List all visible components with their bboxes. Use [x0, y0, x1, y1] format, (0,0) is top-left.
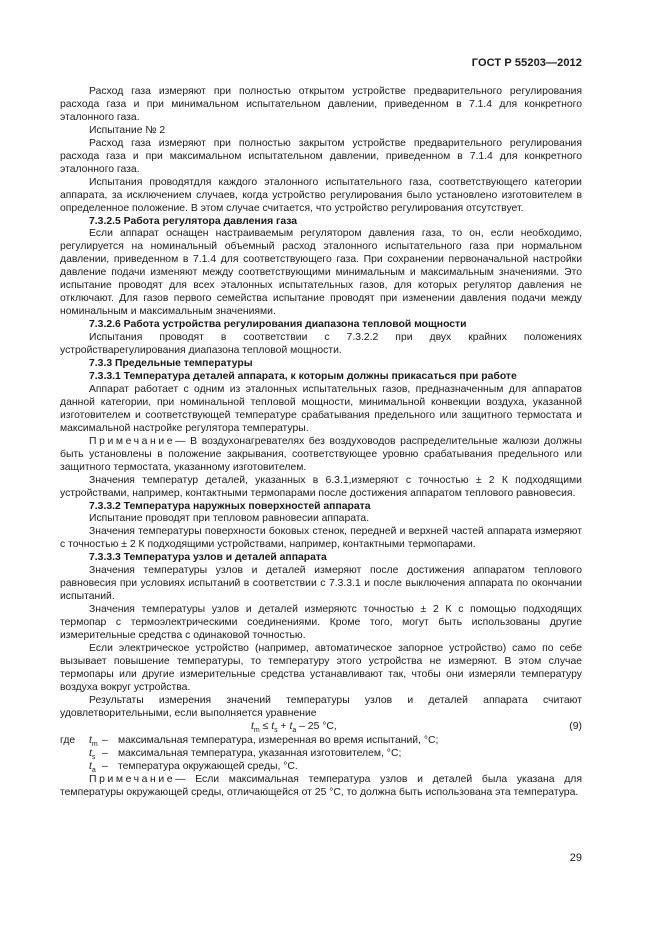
section-heading: 7.3.3.2 Температура наружных поверхностей аппарата: [89, 500, 371, 512]
section-heading: 7.3.3 Предельные температуры: [89, 358, 253, 370]
equation-number: (9): [569, 720, 582, 732]
paragraph: Если электрическое устройство (например, автоматическое запорное устройство) само по себе вызывает повышение температуры, то температуру этого устройства не измеряют. В этом случае термопары или другие измерительные средства устанавливают так, чтобы они измеряли температуру воздуха вокруг устройства.: [60, 642, 582, 693]
where-item: $t_a$ – температура окружающей среды, °С.: [89, 760, 298, 774]
paragraph: Расход газа измеряют при полностью закрытом устройстве предварительного регулирования расхода газа и при максимальном испытательном давлении, приведенном в 7.1.4 для конкретного эталонного газа.: [60, 137, 582, 175]
paragraph: Испытание проводят при тепловом равновесии аппарата.: [89, 513, 370, 525]
note-text: — Если максимальная температура узлов и деталей была указана для температуры окружающей среды, отличающейся от 25 °С, то должна быть использована эта температура.: [60, 773, 582, 798]
paragraph: Значения температуры узлов и деталей измеряютс точностью ± 2 К с помощью подходящих термопар с термоэлектрическими соединениями. Кроме того, могут быть использованы другие измерительные средства с одинаковой точностью.: [60, 604, 582, 642]
note: [60, 436, 582, 475]
standard-code-header: ГОСТ Р 55203—2012: [471, 57, 582, 69]
paragraph: Расход газа измеряют при полностью открытом устройстве предварительного регулирования расхода газа и при минимальном испытательном давлении, приведенном в 7.1.4 для конкретного эталонного газа.: [60, 86, 582, 123]
note: [60, 774, 582, 800]
paragraph: Аппарат работает с одним из эталонных испытательных газов, предназначенным для аппаратов данной категории, при номинальной тепловой мощности, минимальной конвекции воздуха, указанной изготовителем и соответствующей температуре срабатывания предельного или защитного термостата и максимальной настройке регулятора температуры.: [60, 383, 582, 434]
paragraph: Значения температур деталей, указанных в 6.3.1,измеряют с точностью ± 2 К подходящими устройствами, например, контактными термопарами после достижения аппаратом теплового равновесия.: [60, 474, 582, 499]
paragraph: Если аппарат оснащен настраиваемым регулятором давления газа, то он, если необходимо, регулируется на номинальный объемный расход эталонного испытательного газа при нормальном давлении, приведенном в 7.1.4 для соответствующего газа. При сохранении первоначальной настройки давление подачи изменяют между соответствующими минимальным и максимальным значениями. Это испытание проводят для всех эталонных испытательных газов, для которых регулятор давления не отключают. Для газов первого семейства испытание проводят при изменении давления подачи между номинальным и максимальным значениями.: [60, 228, 582, 318]
where-label: где: [60, 734, 76, 746]
paragraph: Испытания проводят в соответствии с 7.3.2.2 при двух крайних положениях устройстварегулирования диапазона тепловой мощности.: [60, 332, 582, 357]
paragraph: Испытания проводятдля каждого эталонного испытательного газа, соответствующего категории аппарата, за исключением случаев, когда устройство регулирования было установлено изготовителем в определенное положение. В этом случае считается, что устройство регулирования отсутствует.: [60, 176, 582, 214]
section-heading: 7.3.2.6 Работа устройства регулирования диапазона тепловой мощности: [89, 319, 467, 331]
equation-formula: $t_m \le t_s + t_a - 25$ °С,: [251, 720, 337, 734]
section-heading: 7.3.3.3 Температура узлов и деталей аппарата: [89, 552, 327, 564]
equation: [60, 721, 582, 735]
where-item: $t_s$ – максимальная температура, указанная изготовителем, °С;: [89, 747, 402, 761]
test-label: Испытание № 2: [89, 124, 166, 136]
note-label: Примечание: [89, 773, 176, 785]
paragraph: Значения температуры поверхности боковых стенок, передней и верхней частей аппарата измеряют с точностью ± 2 К подходящими устройствами, например, контактными термопарами.: [60, 526, 582, 551]
section-heading: 7.3.3.1 Температура деталей аппарата, к которым должны прикасаться при работе: [89, 370, 517, 382]
document-body: [60, 86, 582, 800]
note-label: Примечание: [89, 435, 176, 447]
page-number: 29: [569, 852, 582, 864]
where-item: где $t_m$ – максимальная температура, измеренная во время испытаний, °С;: [60, 734, 439, 748]
note-text: — В воздухонагревателях без воздуховодов распределительные жалюзи должны быть установлены в положение закрывания, соответствующее уровню срабатывания предельного или защитного термостата, указанному изготовителем.: [60, 435, 582, 473]
paragraph: Результаты измерения значений температуры узлов и деталей аппарата считают удовлетворительными, если выполняется уравнение: [60, 694, 582, 719]
paragraph: Значения температуры узлов и деталей измеряют после достижения аппаратом теплового равновесия при условиях испытаний в соответствии с 7.3.3.1 и после выключения аппарата по окончании испытаний.: [60, 565, 582, 603]
section-heading: 7.3.2.5 Работа регулятора давления газа: [89, 215, 298, 227]
